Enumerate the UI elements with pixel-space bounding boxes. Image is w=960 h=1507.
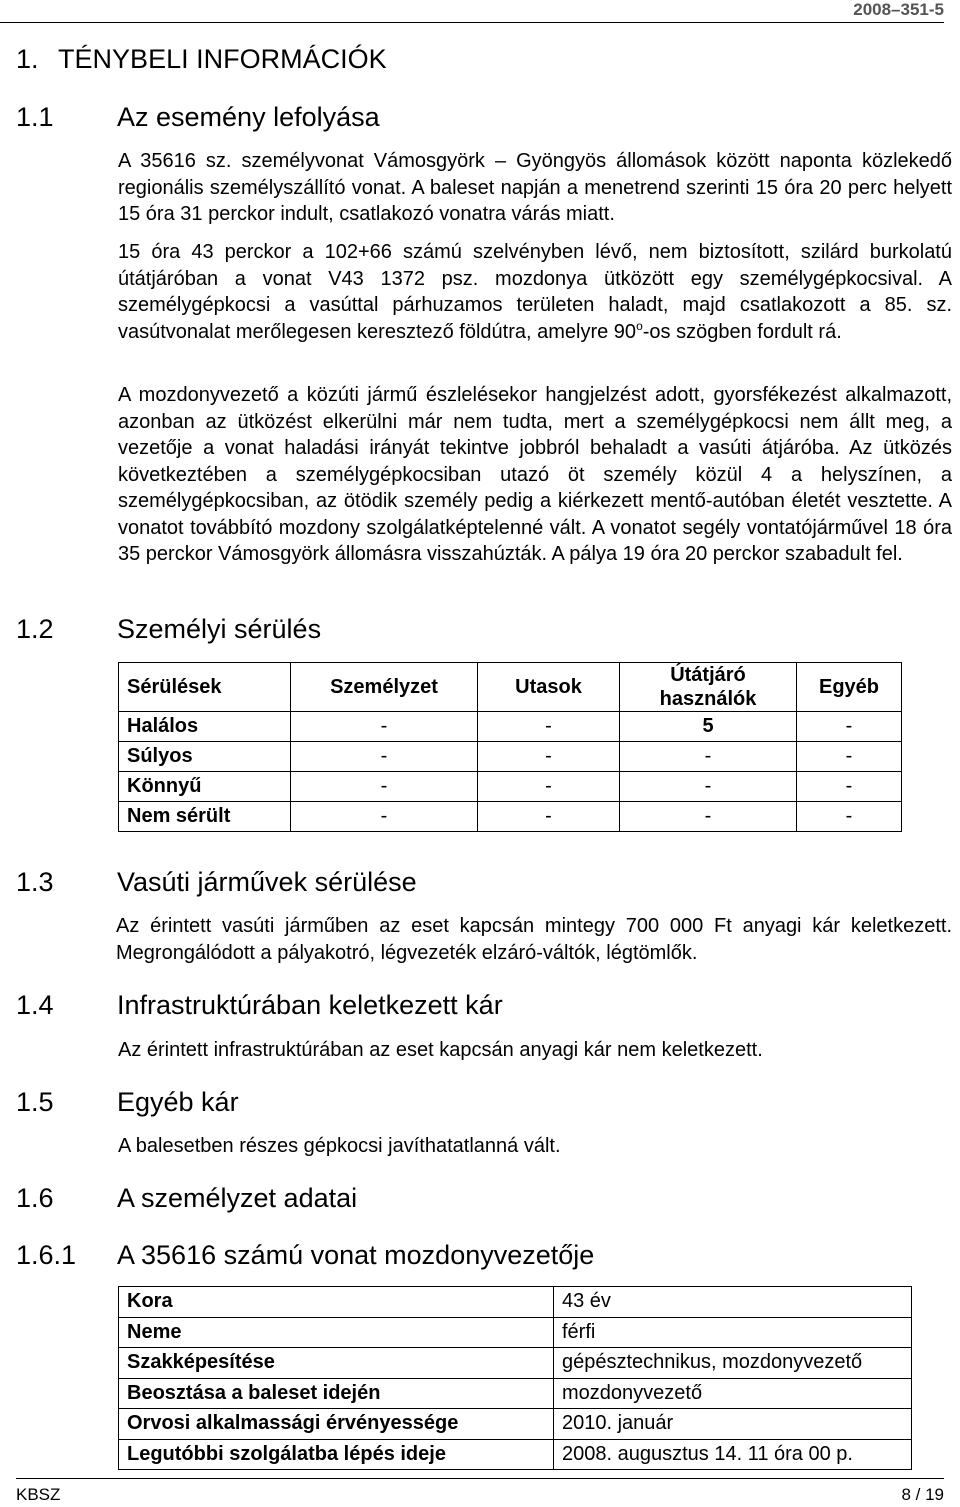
paragraph-vehicle-damage: Az érintett vasúti járműben az eset kapcsán mintegy 700 000 Ft anyagi kár keletkezett. Megrongálódott a pályakotró, légvezeték elzáró-váltók, légtömlők. bbox=[116, 915, 952, 964]
table-header-cell: Személyzet bbox=[291, 663, 478, 712]
table-cell: 5 bbox=[620, 712, 797, 742]
table-cell: - bbox=[620, 802, 797, 832]
table-cell: - bbox=[291, 742, 478, 772]
section-title: Az esemény lefolyása bbox=[117, 102, 380, 132]
section-title: A 35616 számú vonat mozdonyvezetője bbox=[117, 1240, 595, 1270]
section-title: Személyi sérülés bbox=[117, 614, 322, 644]
table-row bbox=[119, 1409, 912, 1440]
section-title: Egyéb kár bbox=[117, 1087, 239, 1117]
table-row bbox=[119, 1378, 912, 1409]
table-cell: - bbox=[620, 742, 797, 772]
superscript: o bbox=[636, 318, 643, 333]
section-number: 1.6.1 bbox=[16, 1240, 77, 1270]
document-code: 2008–351-5 bbox=[0, 0, 944, 23]
table-cell: Súlyos bbox=[119, 742, 291, 772]
table-row bbox=[119, 802, 902, 832]
footer-org: KBSZ bbox=[16, 1485, 61, 1504]
paragraph-infrastructure-damage: Az érintett infrastruktúrában az eset kapcsán anyagi kár nem keletkezett. bbox=[118, 1039, 763, 1061]
table-cell: gépésztechnikus, mozdonyvezető bbox=[554, 1348, 912, 1379]
table-cell: Kora bbox=[119, 1287, 554, 1318]
section-number: 1.6 bbox=[16, 1183, 54, 1213]
section-heading-1-6 bbox=[16, 1183, 916, 1217]
section-title: Infrastruktúrában keletkezett kár bbox=[117, 990, 503, 1020]
section-heading-1-1 bbox=[16, 102, 916, 136]
section-heading-1-2 bbox=[16, 614, 916, 648]
table-cell: Legutóbbi szolgálatba lépés ideje bbox=[119, 1439, 554, 1470]
table-row bbox=[119, 1287, 912, 1318]
paragraph-event-2: 15 óra 43 perckor a 102+66 számú szelvényben lévő, nem biztosított, szilárd burkolatú útátjáróban a vonat V43 1372 psz. mozdonya ütközött egy személygépkocsival. A személygépkocsi a vasúttal párhuzamos területen haladt, majd csatlakozott a 85. sz. vasútvonalat merőlegesen keresztező földútra, amelyre 90$^o$-os szögben fordult rá. bbox=[118, 241, 952, 343]
table-cell: Orvosi alkalmassági érvényessége bbox=[119, 1409, 554, 1440]
table-row bbox=[119, 1348, 912, 1379]
section-heading-1-4 bbox=[16, 990, 916, 1024]
section-number: 1.5 bbox=[16, 1087, 54, 1117]
table-cell: - bbox=[478, 712, 620, 742]
section-number: 1.1 bbox=[16, 102, 54, 132]
table-row bbox=[119, 712, 902, 742]
table-row bbox=[119, 742, 902, 772]
paragraph-event-1: A 35616 sz. személyvonat Vámosgyörk – Gyöngyös állomások között naponta közlekedő regionális személyszállító vonat. A baleset napján a menetrend szerinti 15 óra 20 perc helyett 15 óra 31 perckor indult, csatlakozó vonatra várás miatt. bbox=[118, 150, 952, 225]
table-cell: 2010. január bbox=[554, 1409, 912, 1440]
table-row bbox=[119, 772, 902, 802]
table-header-row bbox=[119, 663, 902, 712]
table-header-cell: Utasok bbox=[478, 663, 620, 712]
table-cell: - bbox=[478, 742, 620, 772]
section-heading-1-5 bbox=[16, 1087, 916, 1121]
section-heading-1-6-1 bbox=[16, 1240, 916, 1274]
crew-table bbox=[118, 1286, 912, 1470]
table-header-cell: Sérülések bbox=[119, 663, 291, 712]
table-cell: - bbox=[797, 802, 902, 832]
paragraph-other-damage: A balesetben részes gépkocsi javíthatatlanná vált. bbox=[118, 1135, 561, 1157]
section-number: 1.2 bbox=[16, 614, 54, 644]
table-cell: - bbox=[478, 772, 620, 802]
section-title: A személyzet adatai bbox=[117, 1183, 358, 1213]
table-cell: - bbox=[478, 802, 620, 832]
table-cell: Neme bbox=[119, 1317, 554, 1348]
table-cell: Könnyű bbox=[119, 772, 291, 802]
table-cell: Nem sérült bbox=[119, 802, 291, 832]
table-cell: - bbox=[620, 772, 797, 802]
table-cell: 43 év bbox=[554, 1287, 912, 1318]
section-title: Vasúti járművek sérülése bbox=[117, 867, 417, 897]
table-cell: - bbox=[291, 712, 478, 742]
section-title: TÉNYBELI INFORMÁCIÓK bbox=[58, 44, 387, 74]
table-cell: - bbox=[291, 802, 478, 832]
table-cell: - bbox=[291, 772, 478, 802]
section-heading-1-3 bbox=[16, 867, 916, 901]
table-cell: - bbox=[797, 712, 902, 742]
table-header-cell: Útátjáró használók bbox=[620, 663, 797, 712]
section-number: 1.4 bbox=[16, 990, 54, 1020]
section-number: 1.3 bbox=[16, 867, 54, 897]
table-cell: mozdonyvezető bbox=[554, 1378, 912, 1409]
page-footer bbox=[16, 1478, 944, 1505]
section-heading-1 bbox=[16, 44, 916, 75]
table-row bbox=[119, 1439, 912, 1470]
table-header-cell: Egyéb bbox=[797, 663, 902, 712]
table-cell: Halálos bbox=[119, 712, 291, 742]
table-cell: Beosztása a baleset idején bbox=[119, 1378, 554, 1409]
table-cell: Szakképesítése bbox=[119, 1348, 554, 1379]
table-cell: - bbox=[797, 742, 902, 772]
table-cell: férfi bbox=[554, 1317, 912, 1348]
section-number: 1. bbox=[16, 44, 39, 74]
table-cell: - bbox=[797, 772, 902, 802]
paragraph-event-3: A mozdonyvezető a közúti jármű észlelésekor hangjelzést adott, gyorsfékezést alkalmazott, azonban az ütközést elkerülni már nem tudta, mert a személygépkocsi nem állt meg, a vezetője a vonat haladási irányát tekintve jobbról behaladt a vasúti átjáróba. Az ütközés következtében a személygépkocsiban utazó öt személy közül 4 a helyszínen, a személygépkocsiban, az ötödik személy pedig a kiérkezett mentő-autóban életét vesztette. A vonatot továbbító mozdony szolgálatképtelenné vált. A vonatot segély vontatójárművel 18 óra 35 perckor Vámosgyörk állomásra visszahúzták. A pálya 19 óra 20 perckor szabadult fel. bbox=[118, 384, 952, 565]
page-number: 8 / 19 bbox=[901, 1485, 944, 1504]
injury-table bbox=[118, 662, 902, 832]
table-row bbox=[119, 1317, 912, 1348]
table-cell: 2008. augusztus 14. 11 óra 00 p. bbox=[554, 1439, 912, 1470]
